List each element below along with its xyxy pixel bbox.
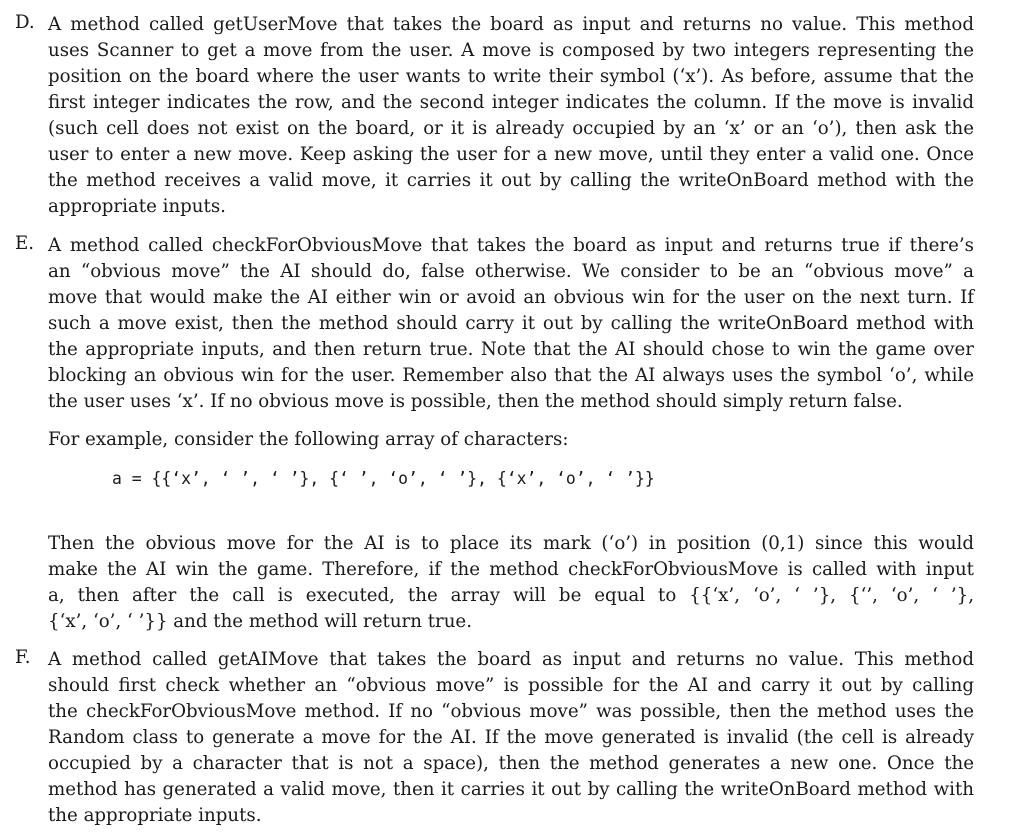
section-f-label: F.: [15, 647, 31, 668]
section-e-line: A method called checkForObviousMove that takes the board as input and returns true if there’s: [48, 235, 974, 256]
section-d-line: position on the board where the user wants to write their symbol (‘x’). As before, assume that the: [48, 66, 974, 87]
explanation-line: {‘x’, ‘o’, ‘ ’}} and the method will return true.: [48, 611, 472, 632]
section-f-line: Random class to generate a move for the AI. If the move generated is invalid (the cell is already: [48, 727, 974, 748]
section-d-line: first integer indicates the row, and the second integer indicates the column. If the move is invalid: [48, 92, 974, 113]
section-e-line: an “obvious move” the AI should do, false otherwise. We consider to be an “obvious move” a: [48, 261, 974, 282]
section-f-line: the checkForObviousMove method. If no “obvious move” was possible, then the method uses the: [48, 701, 974, 722]
section-e-line: the user uses ‘x’. If no obvious move is possible, then the method should simply return false.: [48, 391, 903, 412]
section-e-line: move that would make the AI either win or avoid an obvious win for the user on the next turn. If: [48, 287, 974, 308]
section-d-line: user to enter a new move. Keep asking the user for a new move, until they enter a valid one. Once: [48, 144, 974, 165]
section-e-body: [48, 233, 974, 415]
section-f-body: [48, 647, 974, 829]
section-f-line: occupied by a character that is not a space), then the method generates a new one. Once the: [48, 753, 974, 774]
section-f-line: method has generated a valid move, then it carries it out by calling the writeOnBoard method with: [48, 779, 974, 800]
explanation-line: a, then after the call is executed, the array will be equal to {{‘x’, ‘o’, ‘ ’}, {‘’, ‘o’, ‘ ’},: [48, 585, 974, 606]
section-d-line: A method called getUserMove that takes the board as input and returns no value. This method: [48, 14, 974, 35]
example-intro-text: For example, consider the following array of characters:: [48, 429, 569, 450]
section-e-line: blocking an obvious win for the user. Remember also that the AI always uses the symbol ‘o’, while: [48, 365, 974, 386]
section-d-line: the method receives a valid move, it carries it out by calling the writeOnBoard method with the: [48, 170, 974, 191]
explanation-line: make the AI win the game. Therefore, if the method checkForObviousMove is called with input: [48, 559, 974, 580]
section-f-line: should first check whether an “obvious move” is possible for the AI and carry it out by calling: [48, 675, 974, 696]
section-f-line: the appropriate inputs.: [48, 805, 262, 826]
section-d-body: [48, 12, 974, 220]
section-e-line: the appropriate inputs, and then return true. Note that the AI should chose to win the game over: [48, 339, 974, 360]
explanation-line: Then the obvious move for the AI is to place its mark (‘o’) in position (0,1) since this would: [48, 533, 974, 554]
section-d-label: D.: [15, 12, 35, 33]
section-f-line: A method called getAIMove that takes the board as input and returns no value. This method: [48, 649, 974, 670]
example-intro: [48, 427, 974, 453]
section-e-explanation: [48, 531, 974, 635]
example-code: a = {{‘x’, ‘ ’, ‘ ’}, {‘ ’, ‘o’, ‘ ’}, {‘x’, ‘o’, ‘ ’}}: [112, 469, 655, 488]
section-e-line: such a move exist, then the method should carry it out by calling the writeOnBoard method with: [48, 313, 974, 334]
section-d-line: uses Scanner to get a move from the user. A move is composed by two integers representing the: [48, 40, 974, 61]
section-e-label: E.: [15, 233, 35, 254]
section-d-line: appropriate inputs.: [48, 196, 226, 217]
section-d-line: (such cell does not exist on the board, or it is already occupied by an ‘x’ or an ‘o’), then ask the: [48, 118, 974, 139]
